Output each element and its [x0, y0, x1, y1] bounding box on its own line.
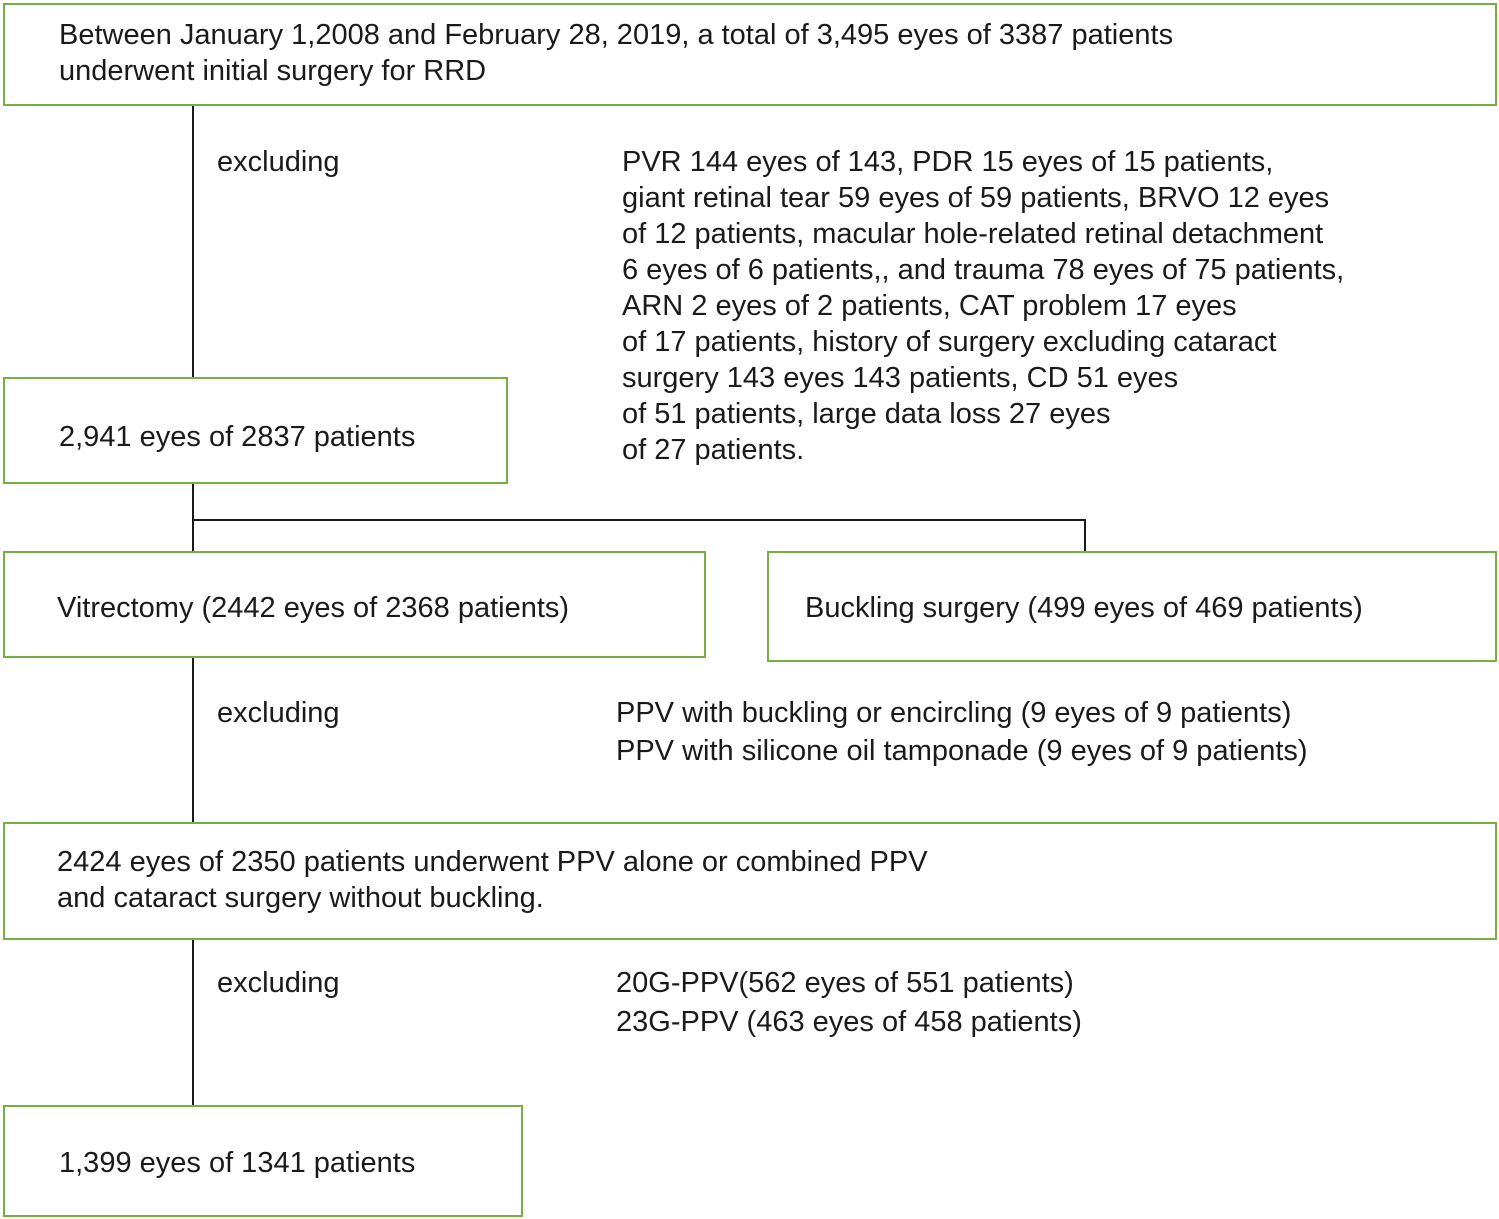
connector-start-to-eligible [192, 105, 194, 378]
ppv-cohort-line1: 2424 eyes of 2350 patients underwent PPV alone or combined PPV [57, 846, 928, 878]
box-initial-cohort [3, 3, 1497, 106]
exclusion3-line: 20G-PPV(562 eyes of 551 patients) [616, 967, 1074, 999]
box-vitrectomy [3, 551, 706, 658]
connector-vitrectomy-to-ppv [192, 656, 194, 823]
final-cohort-text: 1,399 eyes of 1341 patients [59, 1147, 416, 1179]
box-eligible-eyes [3, 377, 508, 484]
connector-branch-horizontal [192, 519, 1086, 521]
box-buckling-surgery [767, 551, 1497, 662]
eligible-eyes-text: 2,941 eyes of 2837 patients [59, 421, 416, 453]
box-ppv-cohort [3, 822, 1497, 940]
exclusion1-line: giant retinal tear 59 eyes of 59 patients, BRVO 12 eyes [622, 182, 1330, 214]
exclusion1-line: PVR 144 eyes of 143, PDR 15 eyes of 15 patients, [622, 146, 1274, 178]
exclusion2-line: PPV with buckling or encircling (9 eyes of 9 patients) [616, 697, 1292, 729]
box-final-cohort [3, 1105, 523, 1217]
exclusion1-line: surgery 143 eyes 143 patients, CD 51 eyes [622, 362, 1179, 394]
initial-cohort-line1: Between January 1,2008 and February 28, 2019, a total of 3,495 eyes of 3387 patients [59, 19, 1174, 51]
exclusion3-label: excluding [217, 967, 340, 999]
connector-ppv-to-final [192, 939, 194, 1106]
exclusion1-line: of 51 patients, large data loss 27 eyes [622, 398, 1111, 430]
exclusion1-line: 6 eyes of 6 patients,, and trauma 78 eyes of 75 patients, [622, 254, 1345, 286]
exclusion3-line: 23G-PPV (463 eyes of 458 patients) [616, 1006, 1082, 1038]
exclusion1-label: excluding [217, 146, 340, 178]
connector-eligible-down [192, 483, 194, 552]
exclusion1-line: of 17 patients, history of surgery excluding cataract [622, 326, 1277, 358]
exclusion1-line: of 27 patients. [622, 434, 805, 466]
exclusion2-label: excluding [217, 697, 340, 729]
connector-branch-to-buckling [1084, 519, 1086, 552]
initial-cohort-line2: underwent initial surgery for RRD [59, 55, 487, 87]
exclusion2-line: PPV with silicone oil tamponade (9 eyes of 9 patients) [616, 735, 1308, 767]
vitrectomy-text: Vitrectomy (2442 eyes of 2368 patients) [57, 592, 570, 624]
exclusion1-line: of 12 patients, macular hole-related retinal detachment [622, 218, 1324, 250]
ppv-cohort-line2: and cataract surgery without buckling. [57, 882, 544, 914]
exclusion1-line: ARN 2 eyes of 2 patients, CAT problem 17 eyes [622, 290, 1237, 322]
buckling-surgery-text: Buckling surgery (499 eyes of 469 patients) [805, 592, 1363, 624]
